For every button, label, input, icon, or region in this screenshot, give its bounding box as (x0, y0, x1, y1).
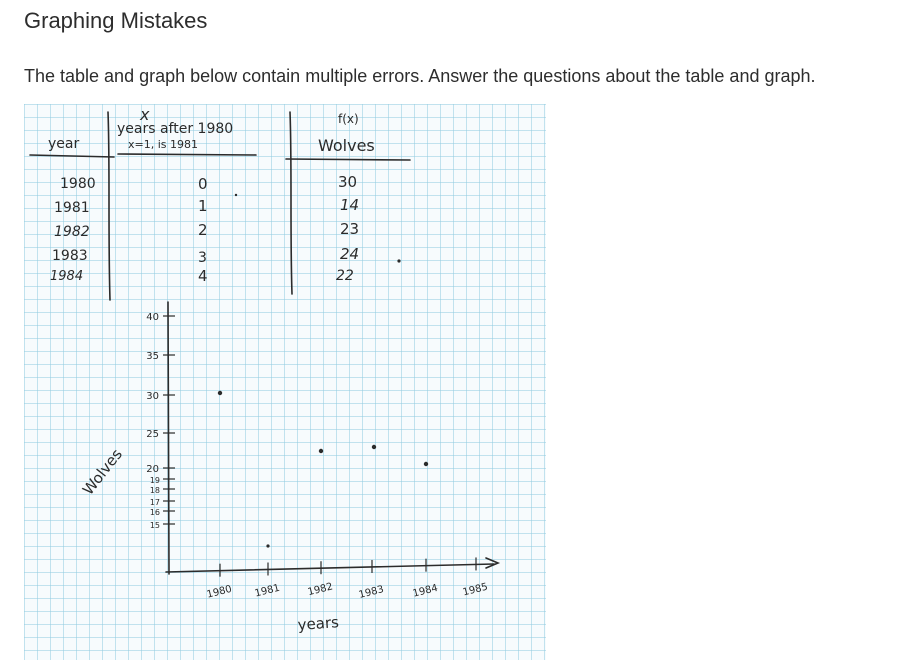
table-row (54, 196, 359, 216)
x-axis-tick-label: 1982 (306, 581, 335, 599)
data-point (424, 462, 428, 466)
table-header-rule-wolves (286, 159, 410, 160)
y-axis-tick-label: 15 (149, 521, 160, 530)
x-axis-ticks (206, 557, 489, 601)
table-cell-x: 2 (198, 221, 208, 239)
table-cell-wolves: 24 (340, 245, 360, 263)
y-axis-tick-label: 19 (149, 476, 160, 485)
x-axis-label: years (297, 613, 340, 634)
y-axis-tick-label: 18 (149, 486, 160, 495)
y-axis-tick-label: 17 (149, 498, 160, 507)
graph-paper-worksheet (24, 104, 546, 660)
y-axis-tick-label: 30 (146, 391, 159, 402)
x-axis-arrow-icon (486, 558, 498, 568)
x-axis-tick-label: 1983 (357, 584, 386, 601)
x-axis-tick-label: 1980 (205, 583, 234, 601)
data-point (372, 445, 376, 449)
data-point (218, 391, 222, 395)
scatter-graph (79, 302, 498, 634)
table-row (54, 220, 359, 240)
table-header-x-note: x=1, is 1981 (128, 138, 198, 151)
table-header-wolves: Wolves (318, 136, 375, 155)
table-divider-right (290, 112, 292, 294)
table-cell-x: 0 (198, 175, 208, 193)
instructions-text: The table and graph below contain multiple errors. Answer the questions about the table and graph. (24, 66, 816, 86)
table-cell-x: 4 (198, 267, 208, 285)
y-axis-ticks (146, 312, 175, 530)
table-cell-x: 3 (198, 250, 207, 266)
x-axis-line (166, 564, 494, 572)
table-cell-wolves: 23 (340, 220, 360, 238)
table-cell-wolves: 14 (340, 196, 360, 214)
y-axis-tick-label: 16 (149, 508, 160, 517)
y-axis-tick-label: 25 (146, 429, 159, 440)
table-cell-year: 1981 (54, 200, 90, 216)
table-header-years-after-1980: years after 1980 (117, 121, 234, 137)
table-header-rule-year (30, 155, 114, 157)
table-header-year: year (48, 136, 80, 152)
page-title: Graphing Mistakes (24, 8, 208, 33)
stray-dot (266, 544, 269, 547)
table-cell-year: 1984 (50, 269, 84, 284)
stray-dot (235, 194, 237, 196)
table-cell-x: 1 (198, 197, 208, 215)
table-cell-year: 1983 (52, 248, 88, 264)
y-axis-tick-label: 20 (146, 464, 159, 475)
x-axis-tick-label: 1985 (461, 581, 490, 599)
y-axis-tick-label: 35 (146, 351, 159, 362)
table-cell-wolves: 22 (336, 268, 354, 284)
data-point (319, 449, 323, 453)
data-points (218, 391, 428, 466)
table-row (52, 245, 359, 266)
table-header-x-symbol: x (140, 105, 150, 124)
table-header-f-of-x: f(x) (338, 112, 359, 126)
x-axis-tick-label: 1981 (253, 582, 282, 600)
x-axis-tick-label: 1984 (411, 582, 440, 600)
table-cell-wolves: 30 (338, 173, 358, 191)
worksheet-drawing (24, 104, 546, 660)
y-axis-tick-label: 40 (146, 312, 159, 323)
data-table (30, 105, 410, 300)
table-cell-year: 1982 (54, 224, 90, 240)
stray-dot (397, 259, 400, 262)
table-header-rule-x (118, 154, 256, 155)
table-row (60, 173, 357, 193)
table-cell-year: 1980 (60, 176, 96, 192)
y-axis-label: Wolves (78, 445, 126, 499)
table-divider-left (108, 112, 110, 300)
table-row (50, 267, 354, 285)
y-axis-line (168, 302, 169, 574)
